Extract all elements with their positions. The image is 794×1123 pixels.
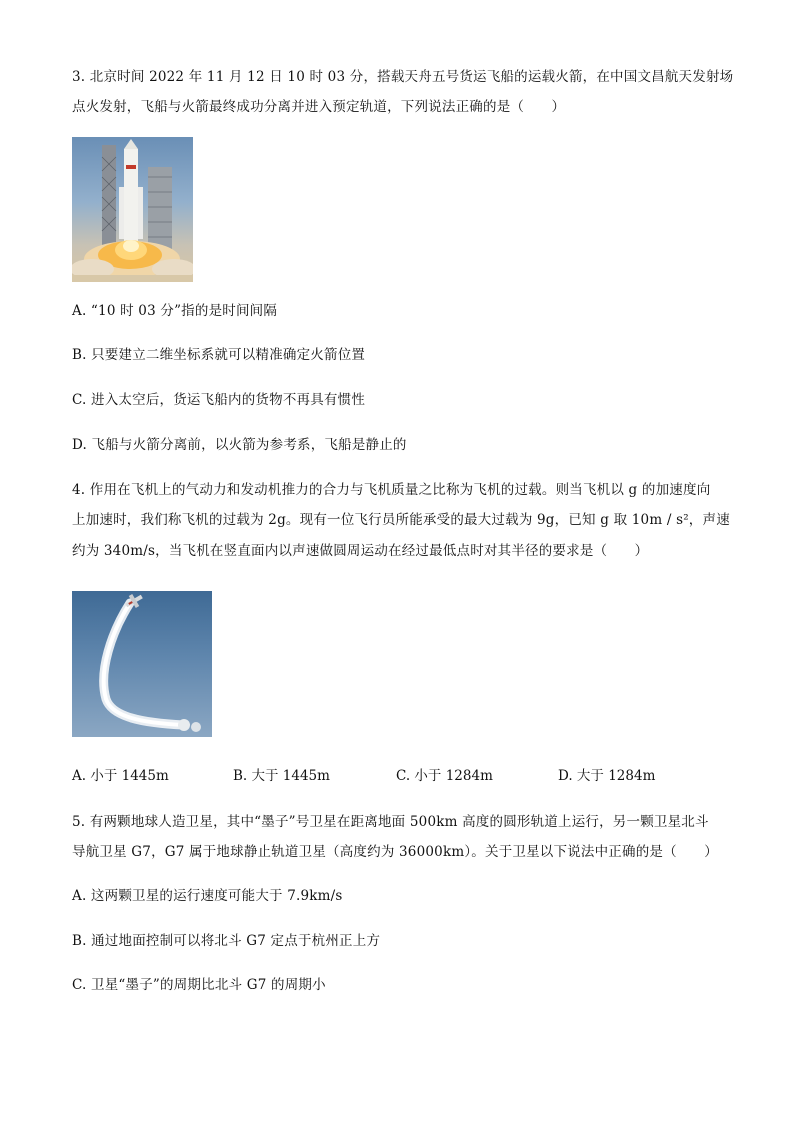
q4-stem-line-2: 上加速时，我们称飞机的过载为 2g。现有一位飞行员所能承受的最大过载为 9g，已知 g 取 10m / s²，声速 — [72, 512, 730, 528]
q5-stem-line-2: 导航卫星 G7，G7 属于地球静止轨道卫星（高度约为 36000km）。关于卫星以下说法中正确的是（ ） — [72, 844, 718, 860]
q3-stem-line-2: 点火发射，飞船与火箭最终成功分离并进入预定轨道，下列说法正确的是（ ） — [72, 99, 566, 115]
q5-option-a: A. 这两颗卫星的运行速度可能大于 7.9km/s — [72, 888, 343, 904]
plane-trail-illustration — [72, 591, 212, 737]
q3-option-d: D. 飞船与火箭分离前，以火箭为参考系，飞船是静止的 — [72, 437, 407, 453]
q4-option-c: C. 小于 1284m — [396, 768, 493, 784]
q5-option-b: B. 通过地面控制可以将北斗 G7 定点于杭州正上方 — [72, 933, 381, 949]
q4-option-d: D. 大于 1284m — [558, 768, 656, 784]
q4-option-a: A. 小于 1445m — [72, 768, 169, 784]
q4-stem-line-1: 4. 作用在飞机上的气动力和发动机推力的合力与飞机质量之比称为飞机的过载。则当飞机以 g 的加速度向 — [72, 482, 711, 498]
q5-stem-line-1: 5. 有两颗地球人造卫星，其中“墨子”号卫星在距离地面 500km 高度的圆形轨道上运行，另一颗卫星北斗 — [72, 814, 709, 830]
q3-option-b: B. 只要建立二维坐标系就可以精准确定火箭位置 — [72, 347, 366, 363]
q4-option-b: B. 大于 1445m — [233, 768, 330, 784]
q4-stem-line-3: 约为 340m/s，当飞机在竖直面内以声速做圆周运动在经过最低点时对其半径的要求是（ ） — [72, 543, 649, 559]
q3-stem-line-1: 3. 北京时间 2022 年 11 月 12 日 10 时 03 分，搭载天舟五号货运飞船的运载火箭，在中国文昌航天发射场 — [72, 69, 734, 85]
rocket-launch-image — [72, 137, 193, 282]
plane-smoke-trail-image — [72, 591, 212, 737]
q3-option-c: C. 进入太空后，货运飞船内的货物不再具有惯性 — [72, 392, 366, 408]
q5-option-c: C. 卫星“墨子”的周期比北斗 G7 的周期小 — [72, 977, 326, 993]
q3-option-a: A. “10 时 03 分”指的是时间间隔 — [72, 303, 278, 319]
rocket-launch-illustration — [72, 137, 193, 282]
